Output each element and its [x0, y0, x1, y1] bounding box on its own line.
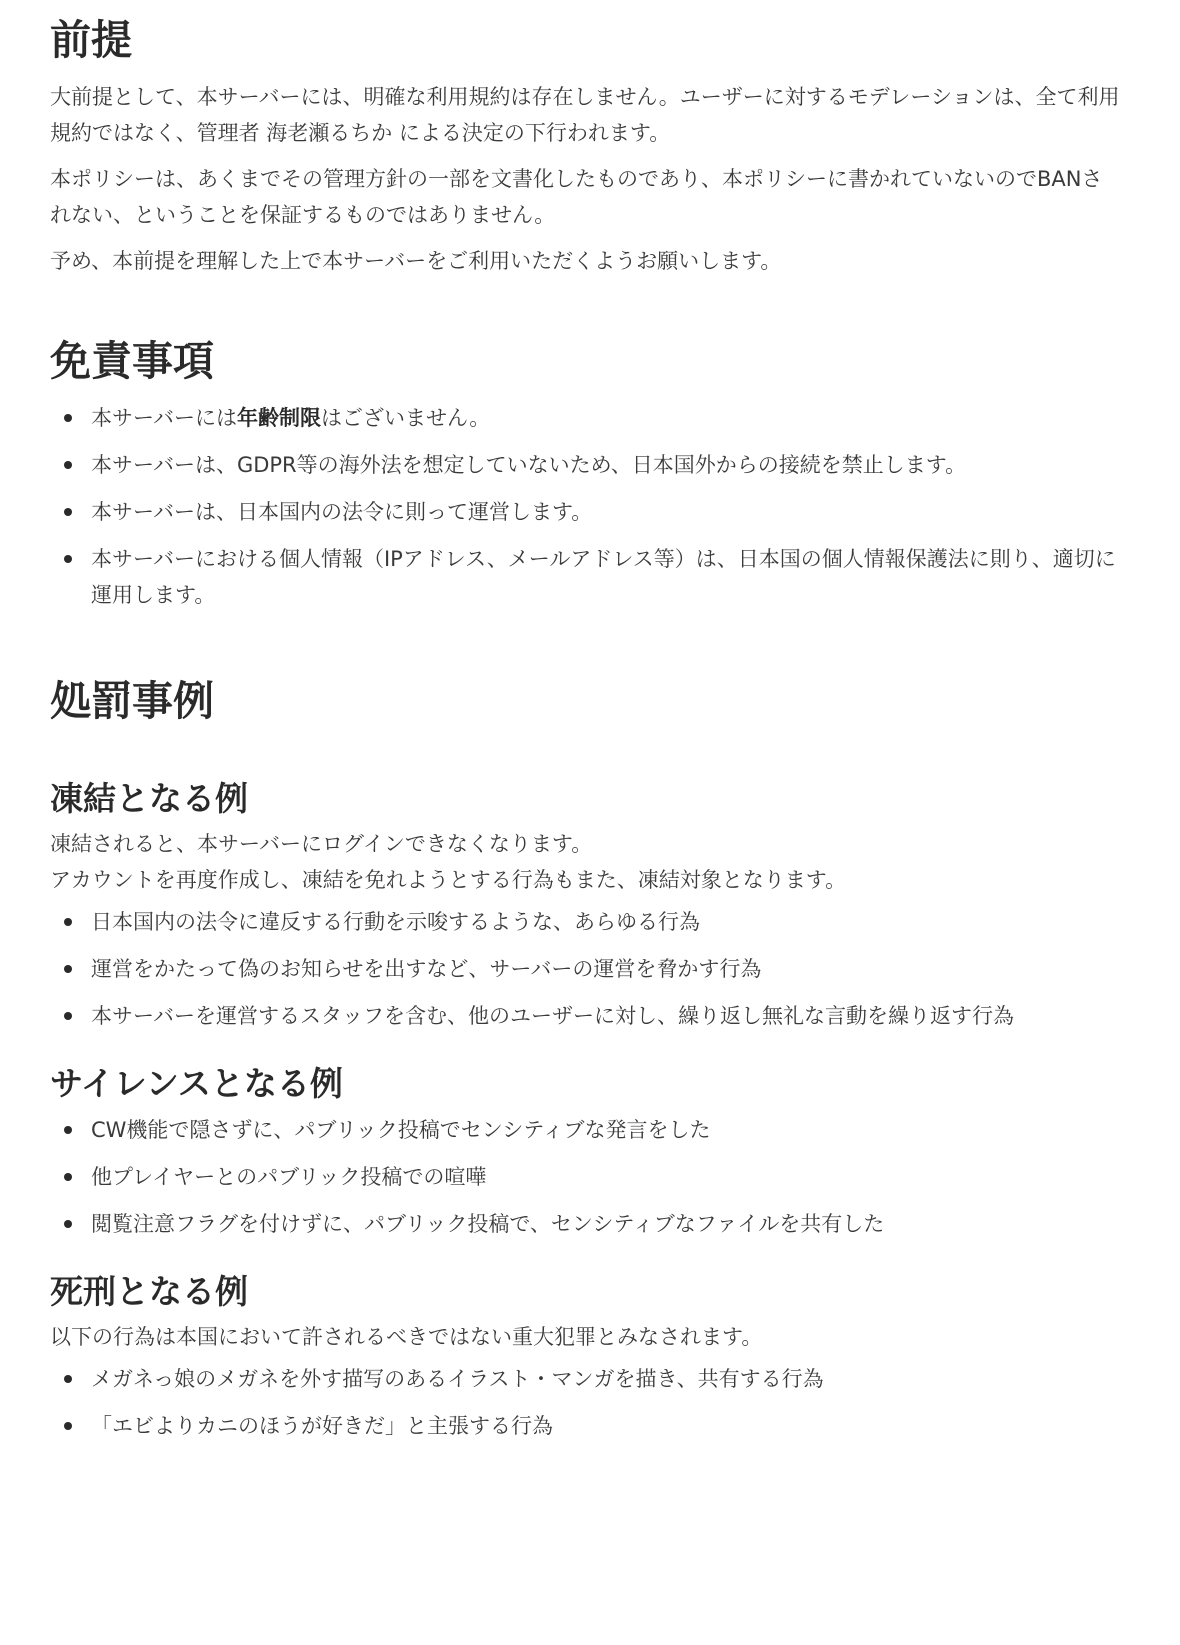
- disclaimer-section: [50, 337, 1120, 613]
- list-item-text: 本サーバーにおける個人情報（IPアドレス、メールアドレス等）は、日本国の個人情報保護法に則り、適切に運用します。: [91, 547, 1116, 608]
- freeze-list: [50, 904, 1120, 1034]
- list-item-text: 本サーバーを運営するスタッフを含む、他のユーザーに対し、繰り返し無礼な言動を繰り返す行為: [91, 1004, 1014, 1029]
- list-item: [50, 541, 1120, 613]
- list-item: [50, 998, 1120, 1034]
- list-item: [50, 400, 1120, 436]
- age-limit-emphasis: 年齢制限: [236, 406, 321, 431]
- premise-section: [50, 16, 1120, 279]
- bullet-icon: [64, 414, 72, 422]
- silence-list: [50, 1112, 1120, 1242]
- bullet-icon: [64, 1173, 72, 1181]
- bullet-icon: [64, 1012, 72, 1020]
- list-item-text: 他プレイヤーとのパブリック投稿での喧嘩: [91, 1164, 487, 1189]
- bullet-icon: [64, 508, 72, 516]
- premise-paragraph-1: 大前提として、本サーバーには、明確な利用規約は存在しません。ユーザーに対するモデレーションは、全て利用規約ではなく、管理者 海老瀬るちか による決定の下行われます。: [50, 85, 1120, 146]
- penalties-heading: 処罰事例: [50, 677, 214, 726]
- silence-heading: サイレンスとなる例: [50, 1064, 343, 1104]
- list-item: [50, 904, 1120, 940]
- bullet-icon: [64, 1220, 72, 1228]
- freeze-heading: 凍結となる例: [50, 778, 248, 818]
- bullet-icon: [64, 918, 72, 926]
- list-item-text: 本サーバーは、日本国内の法令に則って運営します。: [91, 500, 593, 525]
- premise-heading: 前提: [50, 16, 132, 64]
- bullet-icon: [64, 965, 72, 973]
- disclaimer-list: [50, 400, 1120, 613]
- bullet-icon: [64, 461, 72, 469]
- list-item: [50, 447, 1120, 483]
- list-item-text: はございません。: [320, 406, 491, 431]
- disclaimer-heading: 免責事項: [50, 337, 214, 386]
- premise-paragraph-2: 本ポリシーは、あくまでその管理方針の一部を文書化したものであり、本ポリシーに書かれていないのでBANされない、ということを保証するものではありません。: [50, 167, 1103, 228]
- bullet-icon: [64, 555, 72, 563]
- bullet-icon: [64, 1126, 72, 1134]
- list-item: [50, 1159, 1120, 1195]
- penalties-section: [50, 677, 1120, 1444]
- list-item: [50, 951, 1120, 987]
- list-item-text: メガネっ娘のメガネを外す描写のあるイラスト・マンガを描き、共有する行為: [91, 1367, 824, 1392]
- list-item-text: CW機能で隠さずに、パブリック投稿でセンシティブな発言をした: [91, 1117, 711, 1142]
- death-list: [50, 1361, 1120, 1444]
- list-item-text: 「エビよりカニのほうが好きだ」と主張する行為: [91, 1414, 553, 1439]
- premise-paragraph-3: 予め、本前提を理解した上で本サーバーをご利用いただくようお願いします。: [50, 249, 782, 274]
- list-item-text: 本サーバーは、GDPR等の海外法を想定していないため、日本国外からの接続を禁止します。: [91, 453, 967, 478]
- bullet-icon: [64, 1375, 72, 1383]
- list-item-text: 日本国内の法令に違反する行動を示唆するような、あらゆる行為: [91, 910, 700, 935]
- list-item: [50, 1408, 1120, 1444]
- list-item-text: 閲覧注意フラグを付けずに、パブリック投稿で、センシティブなファイルを共有した: [91, 1211, 885, 1236]
- freeze-description-line-1: 凍結されると、本サーバーにログインできなくなります。: [50, 832, 593, 857]
- bullet-icon: [64, 1422, 72, 1430]
- list-item: [50, 1112, 1120, 1148]
- death-description: 以下の行為は本国において許されるべきではない重大犯罪とみなされます。: [50, 1325, 763, 1350]
- death-heading: 死刑となる例: [50, 1271, 248, 1311]
- freeze-description: [50, 826, 1120, 898]
- list-item-text: 運営をかたって偽のお知らせを出すなど、サーバーの運営を脅かす行為: [91, 957, 762, 982]
- list-item: [50, 1206, 1120, 1242]
- freeze-description-line-2: アカウントを再度作成し、凍結を免れようとする行為もまた、凍結対象となります。: [50, 868, 847, 893]
- list-item: [50, 1361, 1120, 1397]
- list-item-text: 本サーバーには: [91, 406, 237, 431]
- list-item: [50, 494, 1120, 530]
